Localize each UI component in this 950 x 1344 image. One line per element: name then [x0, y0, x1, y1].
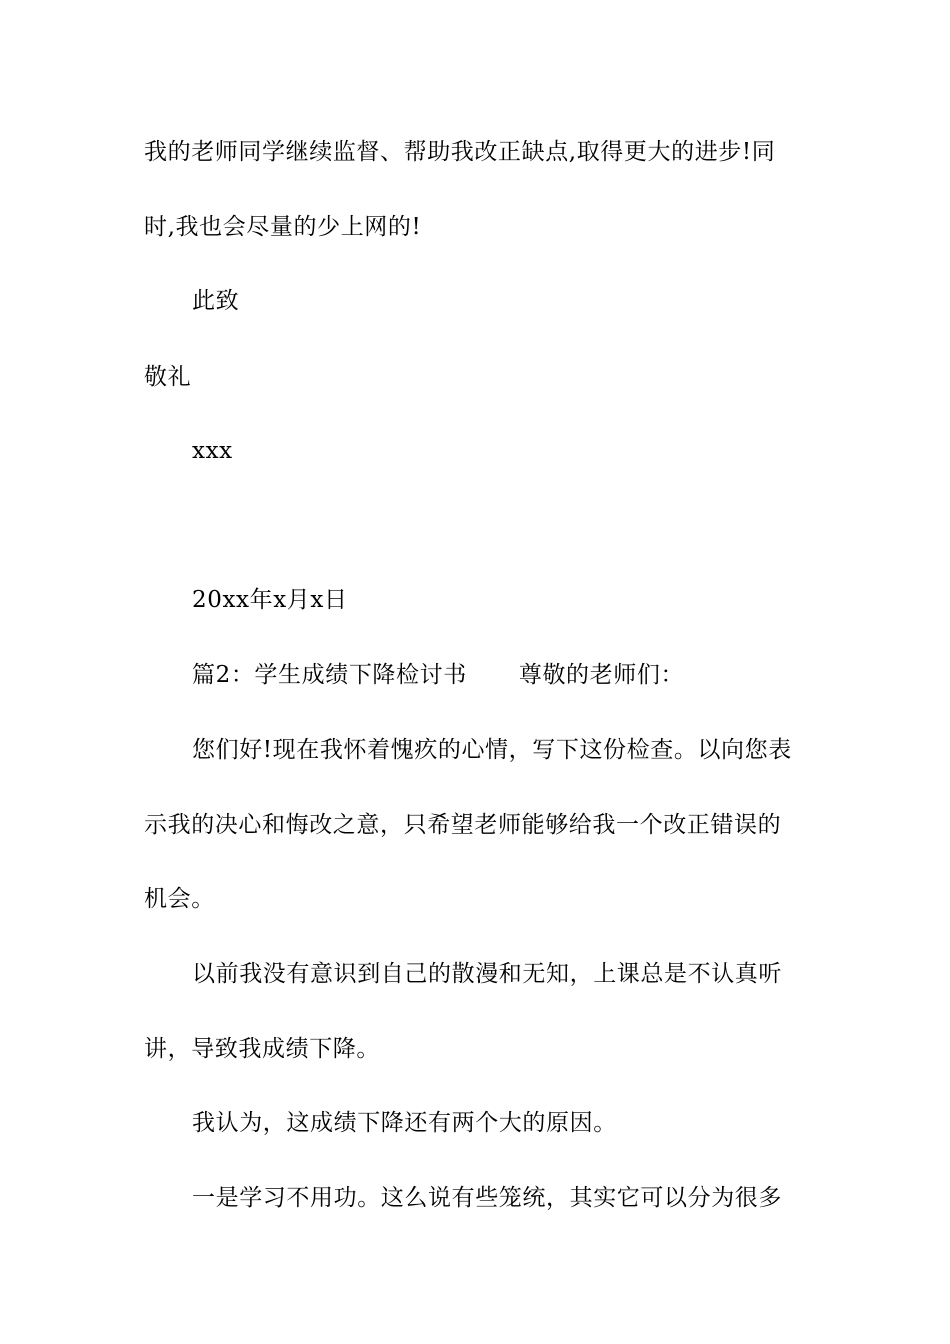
paragraph-line: 我认为，这成绩下降还有两个大的原因。 [192, 1110, 617, 1136]
paragraph-line: 我的老师同学继续监督、帮助我改正缺点,取得更大的进步!同 [144, 139, 776, 165]
signature-date: 20xx年x月x日 [192, 587, 348, 613]
greeting: 尊敬的老师们： [518, 662, 685, 688]
closing-salutation: 此致 [192, 288, 240, 314]
section-heading-line [192, 660, 684, 690]
signature-name: xxx [192, 438, 233, 464]
paragraph-line: 一是学习不用功。这么说有些笼统，其实它可以分为很多 [192, 1185, 782, 1211]
paragraph-line: 您们好!现在我怀着愧疚的心情，写下这份检查。以向您表 [192, 737, 792, 763]
paragraph-line: 示我的决心和悔改之意，只希望老师能够给我一个改正错误的 [144, 812, 782, 838]
paragraph-line: 讲，导致我成绩下降。 [144, 1036, 380, 1062]
paragraph-line: 以前我没有意识到自己的散漫和无知，上课总是不认真听 [192, 961, 782, 987]
paragraph-line: 机会。 [144, 886, 215, 912]
section-title: 篇2：学生成绩下降检讨书 [192, 662, 467, 688]
paragraph-line: 时,我也会尽量的少上网的! [144, 214, 422, 240]
closing-regards: 敬礼 [144, 364, 192, 390]
